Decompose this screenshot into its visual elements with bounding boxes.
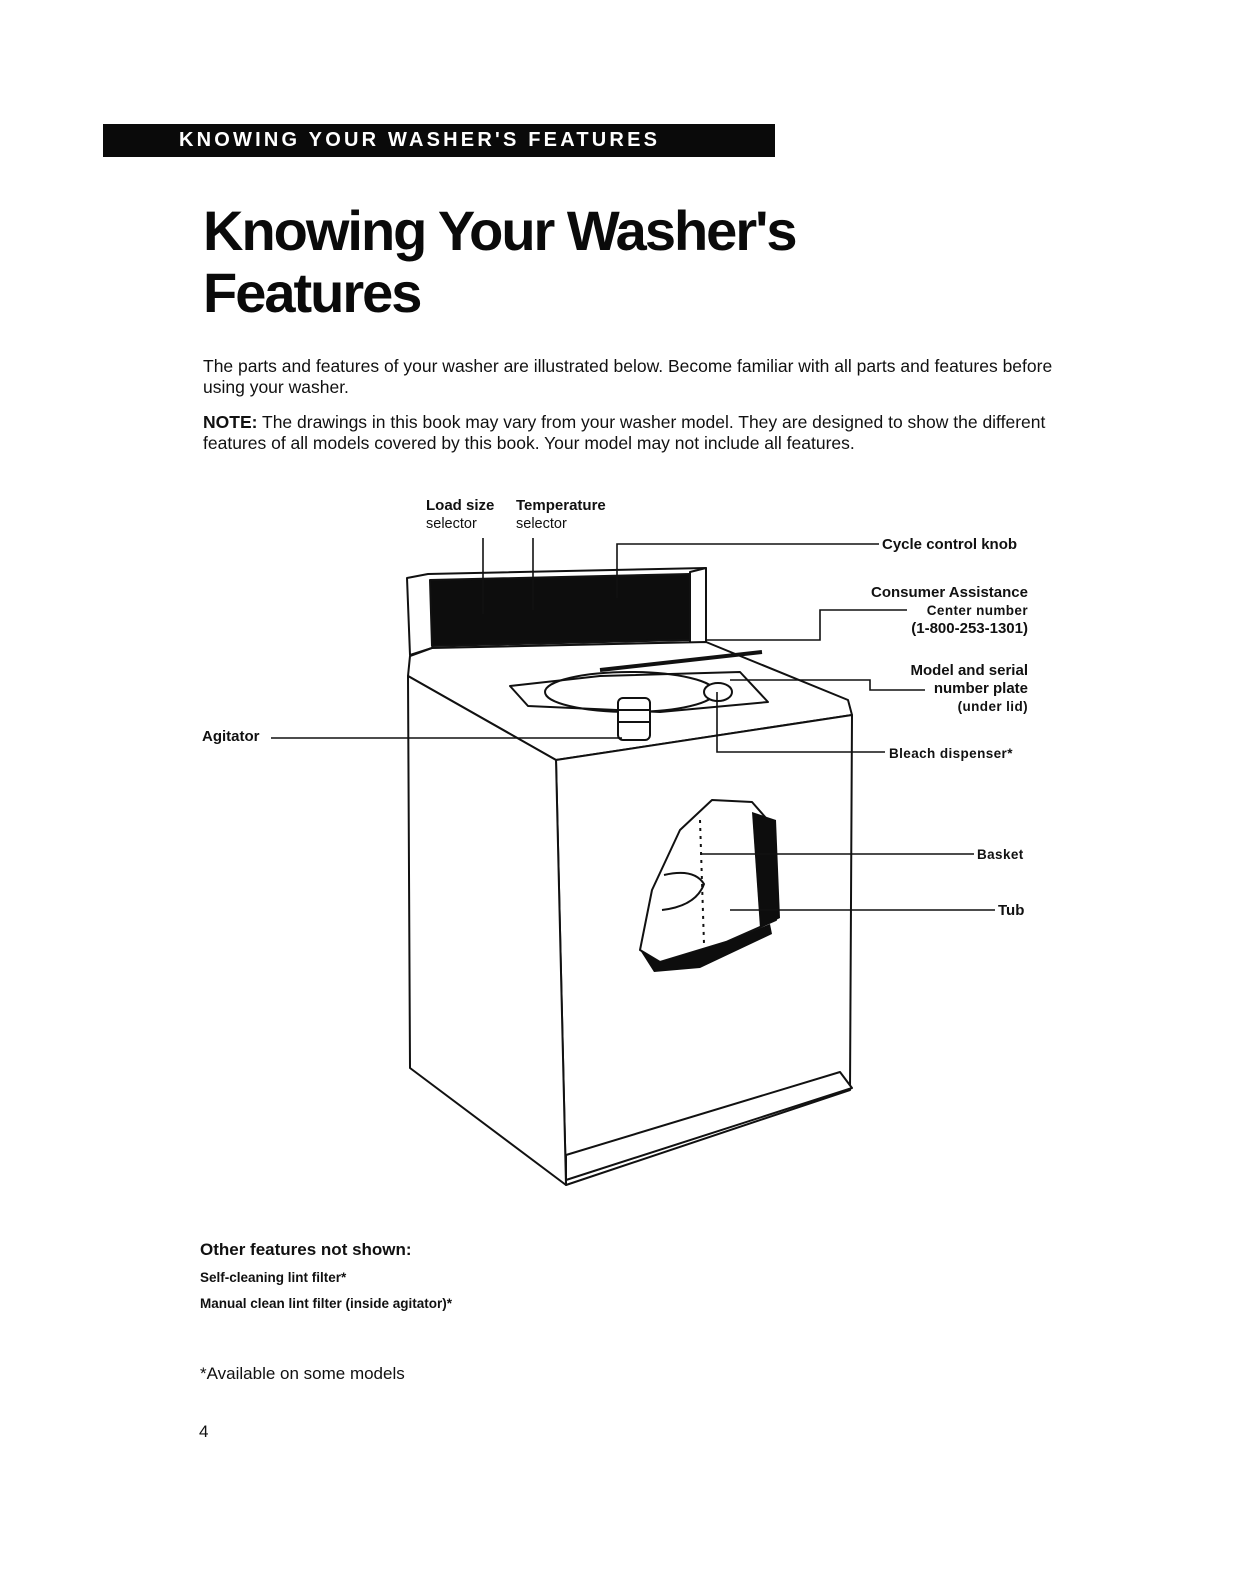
side-panel (408, 676, 566, 1185)
bleach-dispenser-label: Bleach dispenser* (889, 746, 1013, 761)
load-size-label-line-2: selector (426, 516, 477, 532)
console-panel (430, 574, 690, 646)
other-features-heading: Other features not shown: (200, 1240, 412, 1259)
note-text: The drawings in this book may vary from your washer model. They are designed to show the different features of all models covered by this book. Your model may not include all features. (203, 412, 1046, 453)
consumer-assistance-line-1: Consumer Assistance (870, 584, 1028, 601)
load-size-label-line-1: Load size (426, 497, 495, 514)
model-serial-line-3: (under lid) (957, 699, 1028, 714)
section-banner: KNOWING YOUR WASHER'S FEATURES (103, 124, 775, 157)
page-number: 4 (199, 1422, 209, 1441)
consumer-assistance-phone: (1-800-253-1301) (911, 620, 1028, 637)
model-serial-line-1: Model and serial (910, 662, 1028, 679)
note-label: NOTE: (203, 412, 258, 432)
page-title-line-2: Features (203, 261, 421, 324)
agitator-label: Agitator (202, 728, 260, 745)
consumer-assistance-line-2: Center number (926, 603, 1028, 618)
model-serial-plate-label (840, 662, 1028, 716)
temperature-label-line-1: Temperature (516, 497, 606, 514)
consumer-assistance-label (840, 584, 1028, 638)
tub-label: Tub (998, 902, 1025, 919)
load-size-label (426, 497, 494, 533)
page-title-line-1: Knowing Your Washer's (203, 199, 796, 262)
intro-paragraph: The parts and features of your washer are illustrated below. Become familiar with all parts and features before using your washer. (203, 356, 1053, 397)
model-serial-line-2: number plate (933, 680, 1028, 697)
bleach-cup (704, 683, 732, 701)
basket-label: Basket (977, 847, 1024, 862)
temperature-label-line-2: selector (516, 516, 567, 532)
agitator-cap (618, 698, 650, 740)
other-feature-item: Self-cleaning lint filter* (200, 1270, 347, 1285)
console-right-cap (690, 568, 706, 646)
footnote: *Available on some models (200, 1364, 405, 1383)
temperature-label (516, 497, 606, 533)
other-feature-item: Manual clean lint filter (inside agitator)* (200, 1296, 453, 1311)
cycle-control-knob-label: Cycle control knob (882, 536, 1018, 553)
